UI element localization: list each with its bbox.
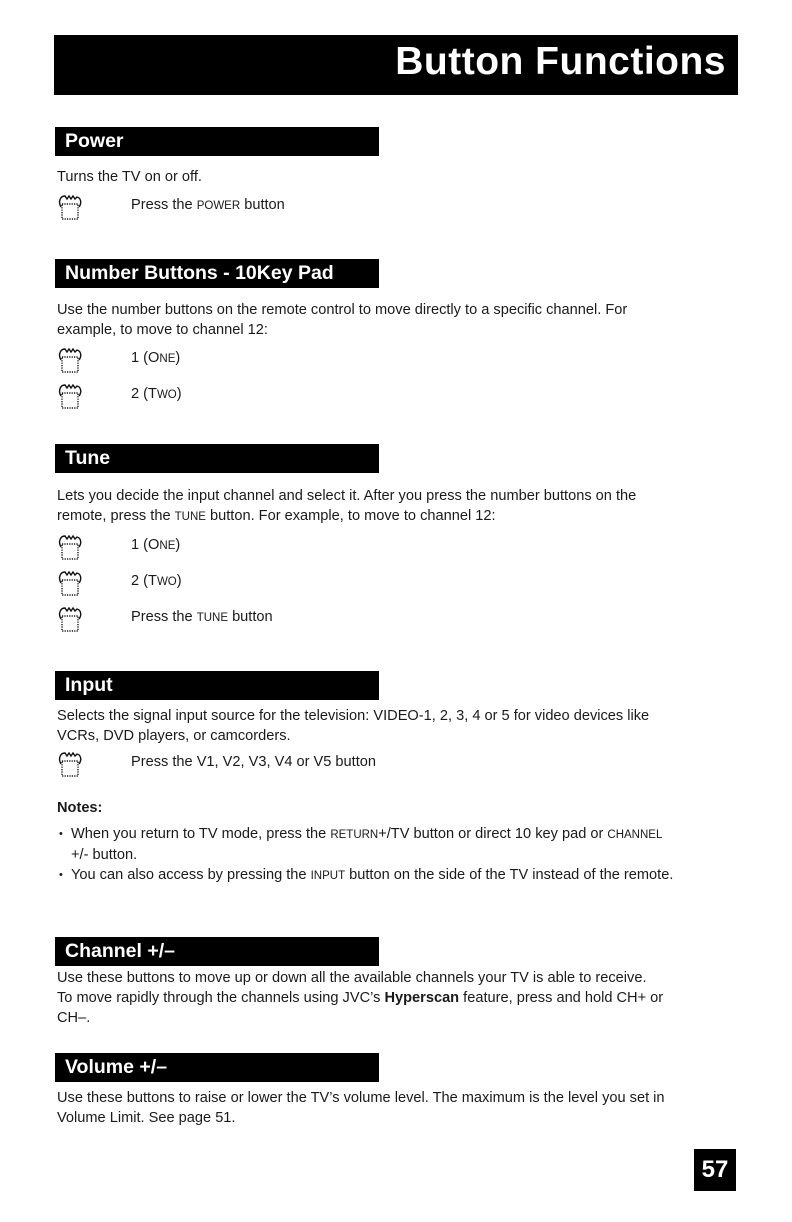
- number-step-1-text: 1 (ONE): [131, 350, 181, 366]
- section-heading-channel: Channel +/–: [55, 937, 379, 966]
- tune-step-3-text: Press the TUNE button: [131, 609, 273, 625]
- tune-description-line-2: remote, press the TUNE button. For example, to move to channel 12:: [57, 508, 496, 524]
- note-item-1: • When you return to TV mode, press the RETURN+/TV button or direct 10 key pad or CHANNEL +/- button.: [55, 824, 745, 865]
- finger-press-button-icon: [57, 382, 83, 410]
- tune-step-1-text: 1 (ONE): [131, 537, 181, 553]
- section-heading-tune: Tune: [55, 444, 379, 473]
- tune-step-2-text: 2 (TWO): [131, 573, 182, 589]
- section-heading-input: Input: [55, 671, 379, 700]
- notes-list: [55, 824, 745, 886]
- input-step-1-text: Press the V1, V2, V3, V4 or V5 button: [131, 754, 376, 770]
- input-step-1: [55, 750, 745, 786]
- number-step-1: [55, 346, 745, 382]
- number-step-2: [55, 382, 745, 418]
- page-title-bar: [54, 35, 738, 95]
- page-title: Button Functions: [395, 40, 726, 83]
- hyperscan-term: Hyperscan: [384, 990, 460, 1006]
- power-description: Turns the TV on or off.: [57, 169, 202, 185]
- page-number: 57: [694, 1149, 736, 1191]
- channel-description-line-2: To move rapidly through the channels using JVC’s Hyperscan feature, press and hold CH+ or: [57, 990, 664, 1006]
- finger-press-button-icon: [57, 569, 83, 597]
- section-volume: [55, 1053, 745, 1128]
- number-description-line-1: Use the number buttons on the remote control to move directly to a specific channel. For: [57, 302, 628, 318]
- tune-description-line-1: Lets you decide the input channel and select it. After you press the number buttons on the: [57, 488, 637, 504]
- input-description-line-2: VCRs, DVD players, or camcorders.: [57, 728, 291, 744]
- tune-step-3: [55, 605, 745, 641]
- section-heading-power: Power: [55, 127, 379, 156]
- section-channel: [55, 937, 745, 1028]
- volume-description-line-1: Use these buttons to raise or lower the TV’s volume level. The maximum is the level you set in: [57, 1090, 665, 1106]
- finger-press-button-icon: [57, 605, 83, 633]
- finger-press-button-icon: [57, 346, 83, 374]
- finger-press-button-icon: [57, 533, 83, 561]
- tune-step-2: [55, 569, 745, 605]
- volume-description-line-2: Volume Limit. See page 51.: [57, 1110, 236, 1126]
- number-description-line-2: example, to move to channel 12:: [57, 322, 268, 338]
- section-heading-number-buttons: Number Buttons - 10Key Pad: [55, 259, 379, 288]
- section-input: [55, 671, 745, 886]
- finger-press-button-icon: [57, 750, 83, 778]
- tune-step-1: [55, 533, 745, 569]
- input-description-line-1: Selects the signal input source for the television: VIDEO-1, 2, 3, 4 or 5 for video devices like: [57, 708, 650, 724]
- section-power: [55, 127, 745, 229]
- power-step-1: [55, 193, 745, 229]
- section-number-buttons: [55, 259, 745, 418]
- power-step-1-text: Press the POWER button: [131, 197, 285, 213]
- finger-press-button-icon: [57, 193, 83, 221]
- note-item-2: • You can also access by pressing the INPUT button on the side of the TV instead of the remote.: [55, 865, 745, 886]
- number-step-2-text: 2 (TWO): [131, 386, 182, 402]
- channel-description-line-3: CH–.: [57, 1010, 91, 1026]
- section-tune: [55, 444, 745, 641]
- section-heading-volume: Volume +/–: [55, 1053, 379, 1082]
- channel-description-line-1: Use these buttons to move up or down all the available channels your TV is able to receive.: [57, 970, 647, 986]
- notes-title: Notes:: [57, 800, 103, 816]
